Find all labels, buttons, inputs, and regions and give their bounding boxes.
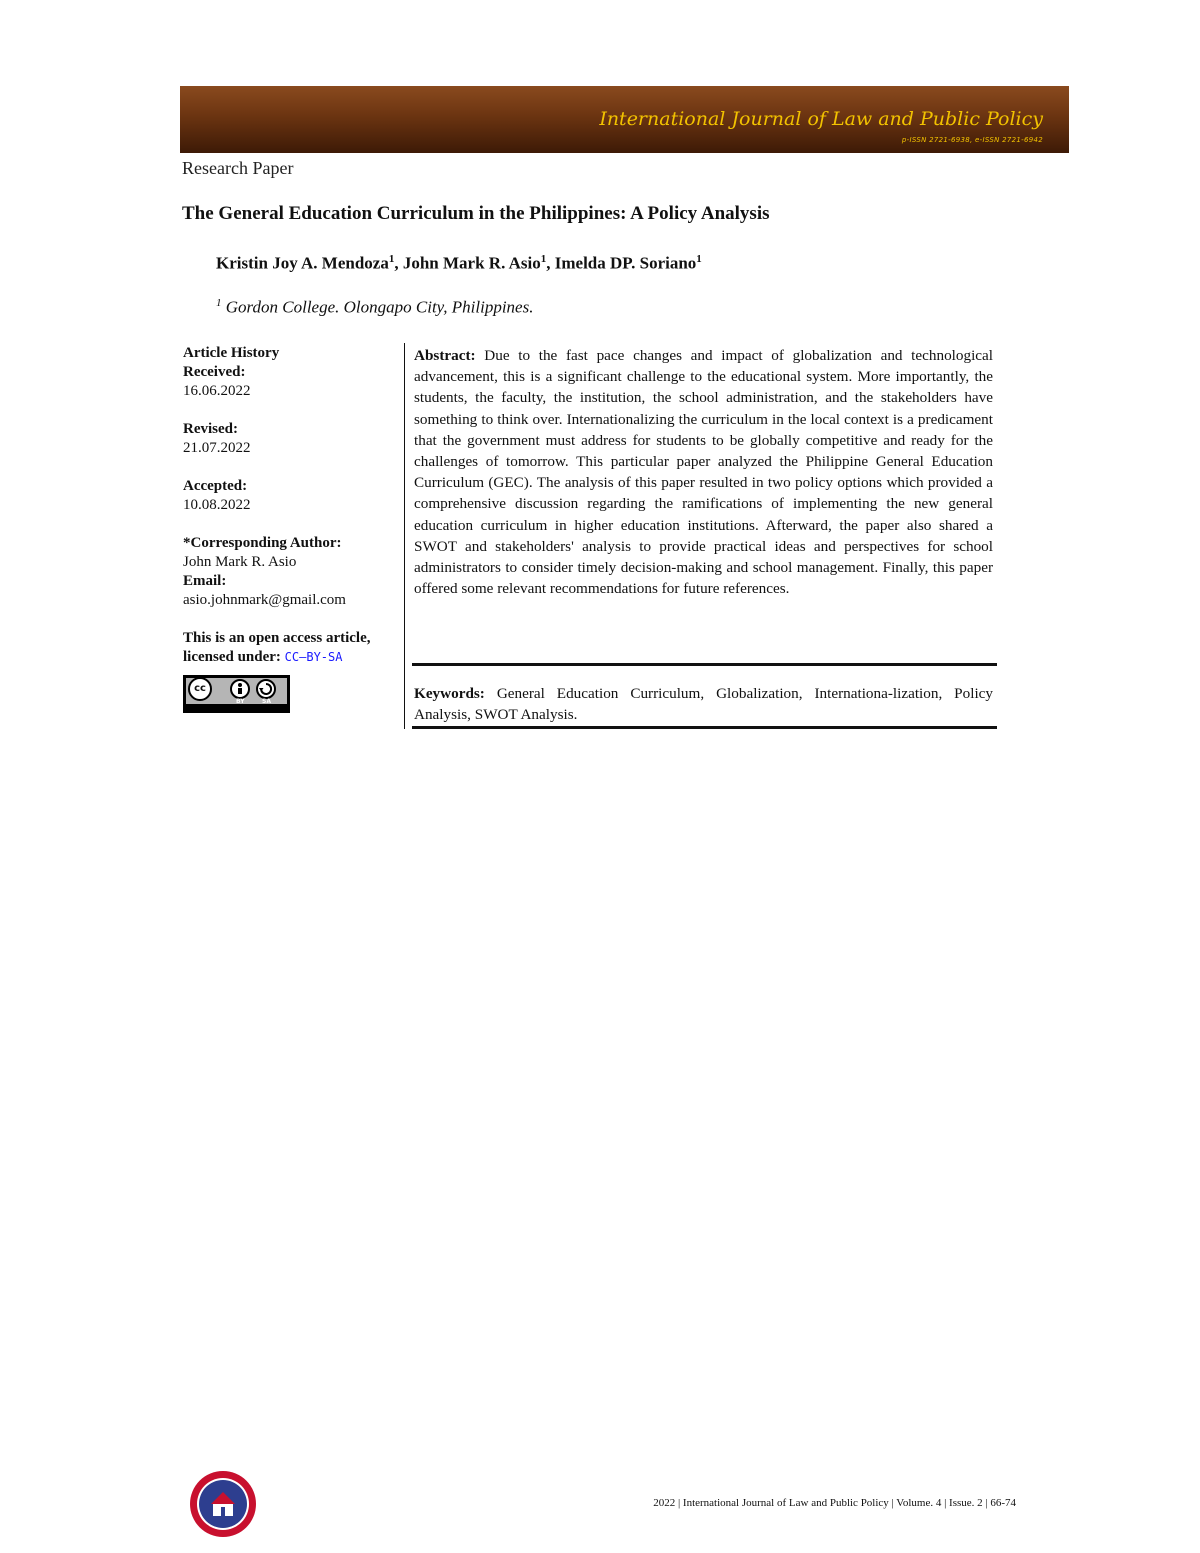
cc-icon: cc — [188, 677, 212, 701]
license-link[interactable]: CC–BY-SA — [284, 650, 343, 664]
column-divider — [404, 343, 405, 729]
license-statement-2 — [183, 648, 398, 667]
author-list: Kristin Joy A. Mendoza$^1$, John Mark R. Asio$^1$, Imelda DP. Soriano$^1$ — [216, 253, 702, 273]
page-footer: 2022 | International Journal of Law and Public Policy | Volume. 4 | Issue. 2 | 66-74 — [653, 1497, 1016, 1509]
keywords-rule — [412, 726, 997, 729]
affiliation-text: Gordon College. Olongapo City, Philippines. — [225, 297, 534, 317]
accepted-date: 10.08.2022 — [183, 497, 251, 513]
received-date: 16.06.2022 — [183, 383, 251, 399]
license-label: licensed under: — [183, 649, 281, 665]
revised-date: 21.07.2022 — [183, 440, 251, 456]
author-affiliation-mark: 1 — [696, 253, 702, 265]
email-label: Email: — [183, 573, 227, 589]
keywords — [414, 683, 993, 725]
abstract — [414, 345, 993, 599]
paper-title: The General Education Curriculum in the Philippines: A Policy Analysis — [182, 203, 770, 224]
received-label: Received: — [183, 364, 246, 380]
abstract-label: Abstract: — [414, 347, 476, 364]
license-statement: This is an open access article, — [183, 630, 371, 646]
sa-label: SA — [262, 698, 271, 705]
author-name: Imelda DP. Soriano — [554, 253, 697, 273]
revised-label: Revised: — [183, 421, 238, 437]
abstract-text: Due to the fast pace changes and impact of globalization and technological advancement, this is a significant challenge to the educational system. More importantly, the students, the faculty, the institution, the school administration, and the stakeholders have something to think over. Internationalizing the curriculum in the local context is a predicament that the government must address for students to be globally competitive and ready for the challenges of tomorrow. This particular paper analyzed the Philippine General Education Curriculum (GEC). The analysis of this paper resulted in two policy options which provided a comprehensive discussion regarding the ramifications of implementing the new general education curriculum in higher education institutions. Afterward, the paper also shared a SWOT and stakeholders' analysis to provide practical ideas and perspectives for school administrators to consider timely decision-making and school management. Finally, this paper offered some relevant recommendations for future references. — [414, 347, 993, 598]
author-affiliation-mark: 1 — [388, 253, 395, 265]
journal-header-banner — [180, 86, 1069, 153]
journal-name: International Journal of Law and Public Policy — [599, 108, 1043, 130]
affiliation-number: 1 — [216, 297, 222, 309]
article-history-heading: Article History — [183, 345, 280, 361]
article-history-panel — [183, 344, 398, 713]
corresponding-author-label: *Corresponding Author: — [183, 535, 342, 551]
cc-by-sa-badge[interactable] — [183, 675, 290, 713]
paper-type: Research Paper — [182, 158, 294, 178]
author-affiliation-mark: 1 — [540, 253, 547, 265]
corresponding-author-name: John Mark R. Asio — [183, 554, 297, 570]
keywords-text: General Education Curriculum, Globalization, Internationa-lization, Policy Analysis, SWOT Analysis. — [414, 685, 993, 724]
abstract-rule — [412, 663, 997, 666]
author-name: Kristin Joy A. Mendoza — [216, 253, 389, 273]
email-address[interactable]: asio.johnmark@gmail.com — [183, 592, 346, 608]
accepted-label: Accepted: — [183, 478, 248, 494]
college-seal-logo — [189, 1470, 257, 1538]
affiliation — [216, 297, 533, 318]
by-label: BY — [236, 698, 245, 705]
journal-issn: p-ISSN 2721-6938, e-ISSN 2721-6942 — [901, 136, 1043, 144]
author-name: John Mark R. Asio — [402, 253, 541, 273]
keywords-label: Keywords: — [414, 685, 485, 702]
